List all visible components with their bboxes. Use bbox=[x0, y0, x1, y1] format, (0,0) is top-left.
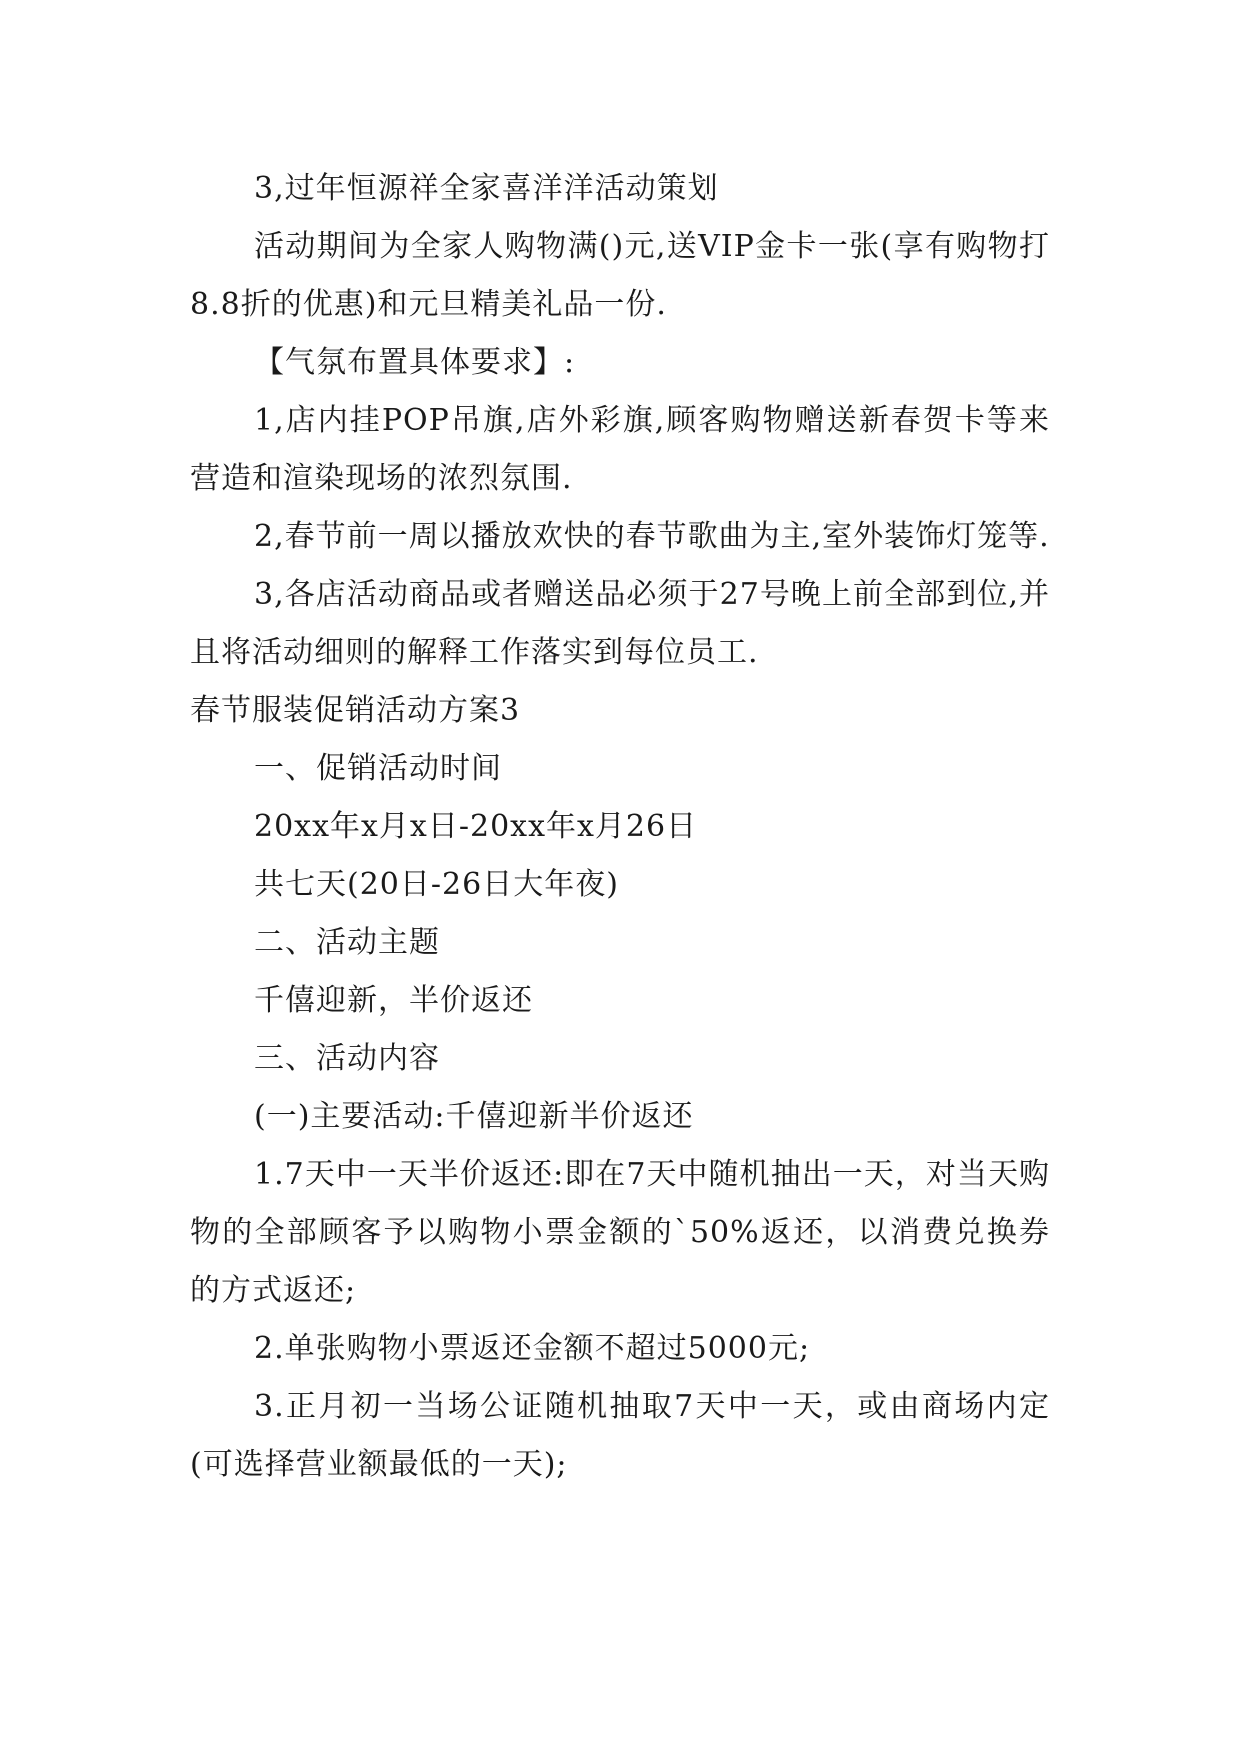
heading-time: 一、促销活动时间 bbox=[254, 751, 502, 786]
paragraph-atmosphere-2: 2,春节前一周以播放欢快的春节歌曲为主,室外装饰灯笼等. bbox=[254, 519, 1050, 554]
paragraph-rule-1: 1.7天中一天半价返还:即在7天中随机抽出一天，对当天购物的全部顾客予以购物小票金额的`50%返还，以消费兑换券的方式返还; bbox=[190, 1157, 1050, 1308]
paragraph-theme: 千僖迎新，半价返还 bbox=[254, 983, 533, 1018]
paragraph-plan-3-title: 3,过年恒源祥全家喜洋洋活动策划 bbox=[254, 171, 719, 206]
paragraph-atmosphere-heading: 【气氛布置具体要求】: bbox=[254, 345, 576, 380]
heading-main-activity: (一)主要活动:千僖迎新半价返还 bbox=[254, 1099, 694, 1134]
heading-content: 三、活动内容 bbox=[254, 1041, 440, 1076]
paragraph-vip-card: 活动期间为全家人购物满()元,送VIP金卡一张(享有购物打8.8折的优惠)和元旦精美礼品一份. bbox=[190, 229, 1050, 322]
paragraph-rule-2: 2.单张购物小票返还金额不超过5000元; bbox=[254, 1331, 811, 1366]
paragraph-atmosphere-3: 3,各店活动商品或者赠送品必须于27号晚上前全部到位,并且将活动细则的解释工作落实到每位员工. bbox=[190, 577, 1050, 670]
section-title: 春节服装促销活动方案3 bbox=[190, 693, 521, 728]
heading-theme: 二、活动主题 bbox=[254, 925, 440, 960]
paragraph-rule-3: 3.正月初一当场公证随机抽取7天中一天，或由商场内定(可选择营业额最低的一天); bbox=[190, 1389, 1050, 1482]
document-page bbox=[190, 160, 1050, 1494]
paragraph-atmosphere-1: 1,店内挂POP吊旗,店外彩旗,顾客购物赠送新春贺卡等来营造和渲染现场的浓烈氛围. bbox=[190, 403, 1050, 496]
paragraph-duration: 共七天(20日-26日大年夜) bbox=[254, 867, 619, 902]
paragraph-date-range: 20xx年x月x日-20xx年x月26日 bbox=[254, 809, 698, 844]
